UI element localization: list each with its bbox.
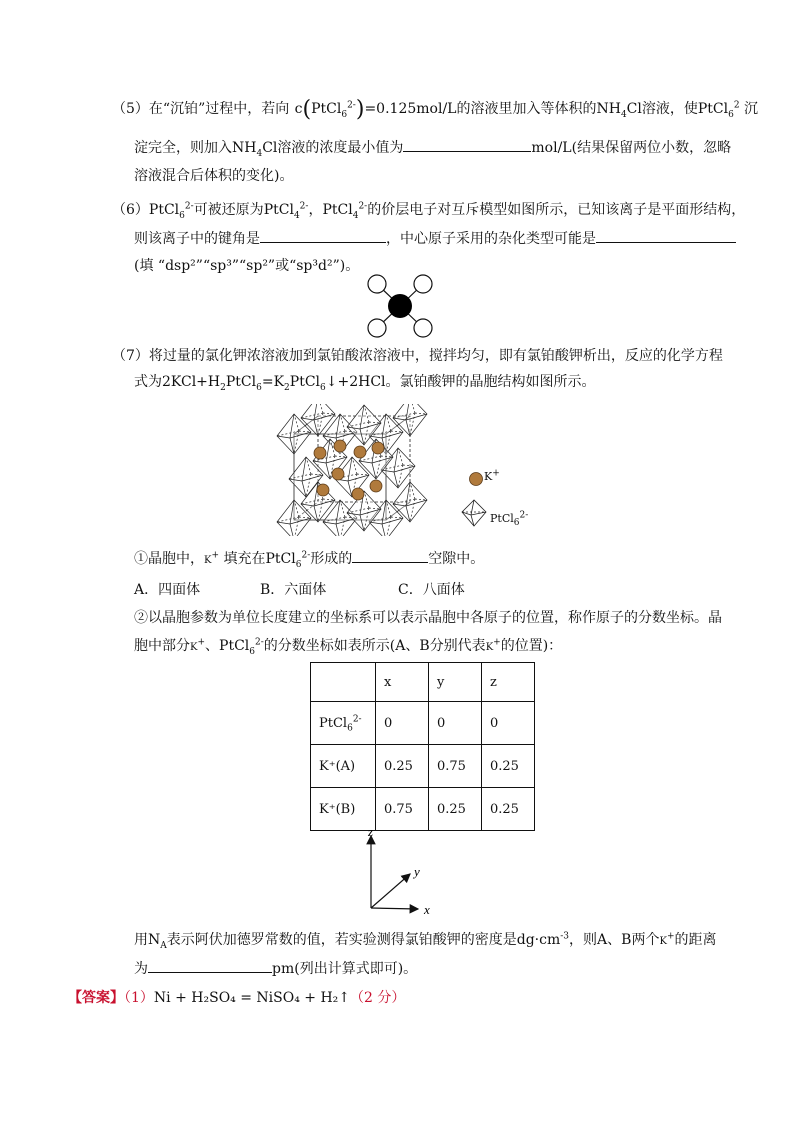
q6-line1: （6）PtCl$_6^{2-}$可被还原为PtCl$_4^{2-}$，PtCl$_4^{2-}$的价层电子对互斥模型如图所示，已知该离子是平面形结构， xyxy=(112,201,746,221)
q5-line2: 淀完全，则加入$NH_4Cl$溶液的浓度最小值为 mol/L(结果保留两位小数，忽略 xyxy=(134,137,731,158)
q6-blank-bond-angle[interactable] xyxy=(260,228,386,243)
k-ion-ball xyxy=(372,442,384,454)
k-ion-ball xyxy=(354,446,366,458)
k-ion-ball xyxy=(334,440,346,452)
option-a[interactable]: A．四面体 xyxy=(134,582,201,598)
k-ion-ball xyxy=(317,484,329,496)
y-axis-label: y xyxy=(414,864,420,879)
table-cell: 0 xyxy=(429,702,482,745)
table-row-label: K⁺(A) xyxy=(311,745,376,788)
q7-sub3-line1: 用$N_A$表示阿伏加德罗常数的值，若实验测得氯铂酸钾的密度是$dg\cdot cm^{-3}$，则A、B两个K+的距离 xyxy=(134,931,717,951)
q7-blank-void-type[interactable] xyxy=(352,548,428,563)
option-c[interactable]: C．八面体 xyxy=(398,582,465,598)
q6-line2: 则该离子中的键角是 ，中心原子采用的杂化类型可能是 xyxy=(134,228,736,249)
table-cell: 0 xyxy=(482,702,535,745)
answer-tag: 【答案】 xyxy=(68,990,124,1006)
k-ion-ball xyxy=(352,488,364,500)
table-row xyxy=(311,702,535,745)
table-cell: 0 xyxy=(376,702,429,745)
q7-line1: （7）将过量的氯化钾浓溶液加到氯铂酸浓溶液中，搅拌均匀，即有氯铂酸钾析出，反应的化学方程 xyxy=(112,348,723,364)
table-row-label: PtCl$_6^{2-}$ xyxy=(311,702,376,745)
q7-sub2-line2: 胞中部分K+、PtCl$_6^{2-}$的分数坐标如表所示(A、B分别代表K+的位置)： xyxy=(134,637,563,657)
table-row-label: K⁺(B) xyxy=(311,788,376,831)
table-cell: 0.75 xyxy=(429,745,482,788)
z-axis-label: z xyxy=(368,826,374,839)
table-header-cell: x xyxy=(376,663,429,702)
q7-options xyxy=(134,580,654,600)
table-header-cell: y xyxy=(429,663,482,702)
table-header-cell: z xyxy=(482,663,535,702)
answer-score: （2 分） xyxy=(350,990,406,1006)
table-row xyxy=(311,788,535,831)
q7-sub2-line1: ②以晶胞参数为单位长度建立的坐标系可以表示晶胞中各原子的位置，称作原子的分数坐标。晶 xyxy=(134,610,722,626)
table-cell: 0.75 xyxy=(376,788,429,831)
q5-line1: （5）在“沉铂”过程中，若向 c(PtCl$_6^{2-}$)=0.125mol/L的溶液里加入等体积的$NH_4Cl$溶液，使PtCl$_6^2$ 沉 xyxy=(112,97,759,122)
k2ptcl6-unit-cell-figure xyxy=(272,404,432,536)
square-planar-model-figure xyxy=(364,272,436,340)
q6-line3: (填 “dsp²”“sp³”“sp²”或“sp³d²”)。 xyxy=(134,258,360,274)
table-cell: 0.25 xyxy=(482,788,535,831)
k-ion-ball xyxy=(370,480,382,492)
q7-sub3-line2: 为 pm(列出计算式即可)。 xyxy=(134,958,417,979)
table-header-row xyxy=(311,663,535,702)
coordinate-axes-figure xyxy=(360,826,440,918)
k-ion-ball xyxy=(332,468,344,480)
ptcl6-legend-octahedron xyxy=(462,500,486,526)
q7-line2: 式为$2KCl+H_2PtCl_6=K_2PtCl_6↓+2HCl$。氯铂酸钾的晶胞结构如图所示。 xyxy=(134,374,596,393)
answer-equation: Ni + H₂SO₄ = NiSO₄ + H₂↑ xyxy=(153,990,351,1006)
k-ion-legend-ball xyxy=(470,473,483,486)
q5-line3: 溶液混合后体积的变化)。 xyxy=(134,168,294,184)
q5-blank-concentration[interactable] xyxy=(403,137,531,152)
table-row xyxy=(311,745,535,788)
table-cell: 0.25 xyxy=(376,745,429,788)
q6-blank-hybridization[interactable] xyxy=(596,228,736,243)
x-axis-label: x xyxy=(424,902,430,917)
table-cell: 0.25 xyxy=(429,788,482,831)
k-ion-ball xyxy=(314,447,326,459)
table-header-cell xyxy=(311,663,376,702)
option-b[interactable]: B．六面体 xyxy=(260,582,327,598)
legend-ptcl6-label: PtCl$_6^{2-}$ xyxy=(490,510,529,529)
answer-line: 【答案】（1）Ni + H₂SO₄ = NiSO₄ + H₂↑（2 分） xyxy=(68,990,406,1006)
q7-blank-distance[interactable] xyxy=(148,958,272,973)
fractional-coordinate-table xyxy=(310,662,535,831)
table-cell: 0.25 xyxy=(482,745,535,788)
q7-sub1: ①晶胞中，K+ 填充在PtCl$_6^{2-}$形成的 空隙中。 xyxy=(134,548,484,571)
legend-k-label: K+ xyxy=(484,468,500,483)
